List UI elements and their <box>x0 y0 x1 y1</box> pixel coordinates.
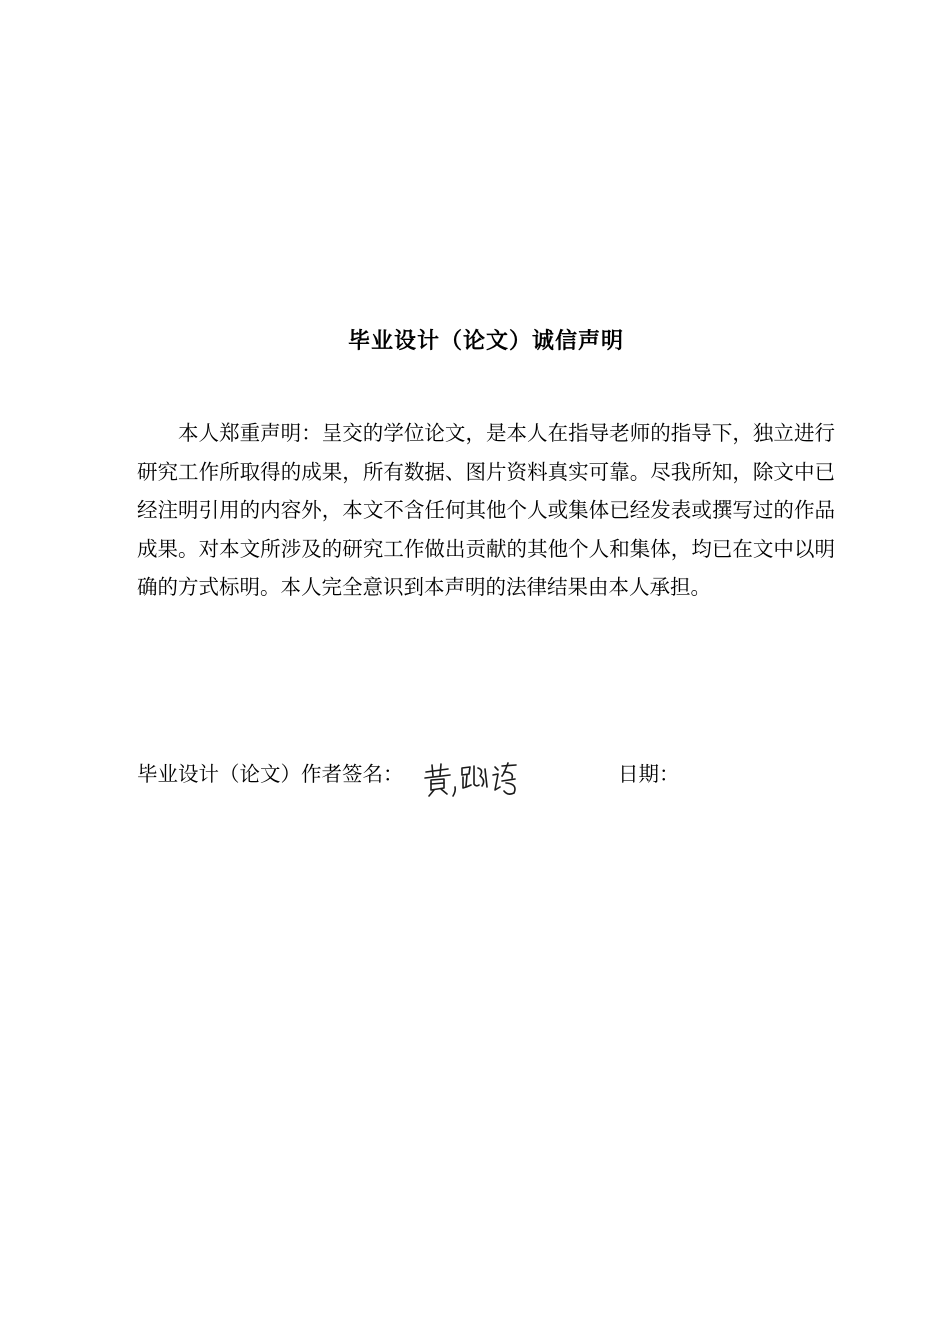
signature-label: 毕业设计（论文）作者签名： <box>137 762 404 786</box>
declaration-title: 毕业设计（论文）诚信声明 <box>347 329 624 354</box>
handwritten-signature <box>422 760 522 800</box>
signature-line <box>137 756 837 800</box>
declaration-body: 本人郑重声明：呈交的学位论文，是本人在指导老师的指导下，独立进行研究工作所取得的成果，所有数据、图片资料真实可靠。尽我所知，除文中已经注明引用的内容外，本文不含任何其他个人或集体已经发表或撰写过的作品成果。对本文所涉及的研究工作做出贡献的其他个人和集体，均已在文中以明确的方式标明。本人完全意识到本声明的法律结果由本人承担。 <box>137 421 835 600</box>
date-label: 日期： <box>618 762 680 786</box>
